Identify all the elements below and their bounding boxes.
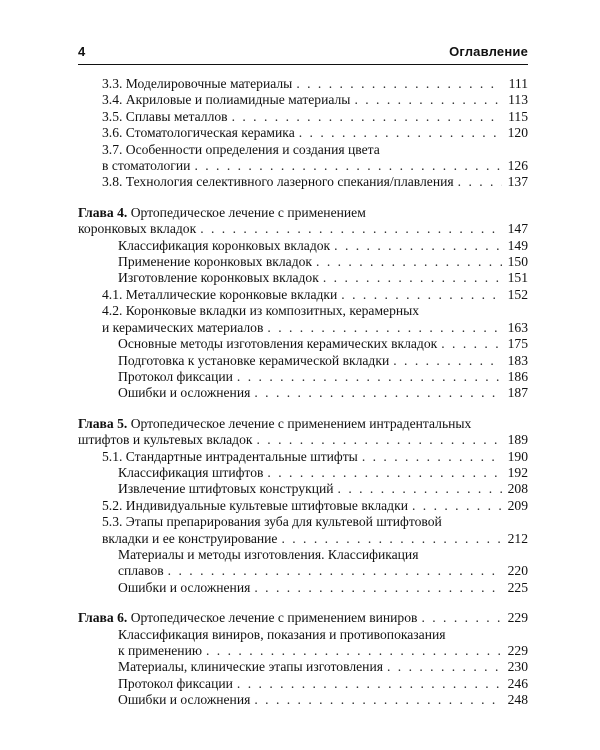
toc-entry[interactable]: Ошибки и осложнения . . . 225 (78, 580, 528, 596)
toc-entry[interactable]: 4.1. Металлические коронковые вкладки . . . 152 (78, 287, 528, 303)
toc-entry[interactable]: 5.3. Этапы препарирования зуба для культевой штифтовой вкладки и ее конструирование . . . 212 (78, 514, 528, 547)
toc-entry[interactable]: Применение коронковых вкладок . . . 150 (78, 254, 528, 270)
toc-page-ref: 147 (507, 221, 528, 237)
toc-entry[interactable]: 3.4. Акриловые и полиамидные материалы . . . 113 (78, 92, 528, 108)
toc-entry[interactable]: Изготовление коронковых вкладок . . . 151 (78, 270, 528, 286)
running-title: Оглавление (449, 44, 528, 59)
toc-entry[interactable]: 3.6. Стоматологическая керамика . . . 120 (78, 125, 528, 141)
toc-group-chapter-5 (78, 416, 528, 596)
toc-entry[interactable]: Подготовка к установке керамической вкладки . . . 183 (78, 353, 528, 369)
toc-entry[interactable]: Извлечение штифтовых конструкций . . . 208 (78, 481, 528, 497)
toc-page-ref: 149 (507, 237, 528, 253)
toc-page-ref: 150 (507, 254, 528, 270)
toc-page-ref: 208 (507, 481, 528, 497)
toc-page-ref: 126 (507, 158, 528, 174)
toc-entry[interactable]: 4.2. Коронковые вкладки из композитных, керамерных и керамических материалов . . . 163 (78, 303, 528, 336)
toc-group-chapter-4 (78, 205, 528, 402)
table-of-contents (78, 76, 528, 723)
toc-page-ref: 115 (508, 108, 528, 124)
toc-entry[interactable]: Ошибки и осложнения . . . 248 (78, 692, 528, 708)
toc-page-ref: 246 (507, 675, 528, 691)
toc-entry[interactable]: Основные методы изготовления керамических вкладок . . . 175 (78, 336, 528, 352)
header-rule (78, 64, 528, 65)
toc-page-ref: 111 (508, 76, 528, 91)
toc-entry[interactable]: Протокол фиксации . . . 186 (78, 369, 528, 385)
page-number: 4 (78, 44, 86, 59)
toc-page-ref: 183 (507, 352, 528, 368)
toc-entry[interactable]: Ошибки и осложнения . . . 187 (78, 385, 528, 401)
toc-page-ref: 220 (507, 563, 528, 579)
toc-entry[interactable]: Классификация виниров, показания и противопоказания к применению . . . 229 (78, 627, 528, 660)
toc-entry[interactable]: Протокол фиксации . . . 246 (78, 676, 528, 692)
toc-entry[interactable]: Материалы, клинические этапы изготовления . . . 230 (78, 659, 528, 675)
toc-page-ref: 113 (508, 92, 528, 108)
toc-entry[interactable]: 3.3. Моделировочные материалы . . . 111 (78, 76, 528, 92)
toc-page-ref: 229 (507, 643, 528, 658)
toc-page-ref: 163 (507, 319, 528, 335)
toc-page-ref: 120 (507, 125, 528, 141)
toc-page-ref: 186 (507, 368, 528, 384)
toc-group-chapter-6 (78, 610, 528, 708)
toc-entry[interactable]: 3.5. Сплавы металлов . . . 115 (78, 109, 528, 125)
toc-page-ref: 209 (507, 497, 528, 513)
toc-entry[interactable]: 5.1. Стандартные интрадентальные штифты . . . 190 (78, 449, 528, 465)
toc-entry[interactable]: Классификация коронковых вкладок . . . 149 (78, 238, 528, 254)
toc-page-ref: 152 (507, 286, 528, 302)
toc-page-ref: 137 (507, 174, 528, 190)
toc-page-ref: 187 (507, 385, 528, 401)
toc-chapter-heading[interactable]: Глава 6. Ортопедическое лечение с применением виниров . . . 229 (78, 610, 528, 626)
toc-page-ref: 189 (507, 432, 528, 448)
toc-page-ref: 192 (507, 464, 528, 480)
toc-page-ref: 212 (507, 530, 528, 546)
toc-entry[interactable]: Материалы и методы изготовления. Классификация сплавов . . . 220 (78, 547, 528, 580)
toc-entry[interactable]: Классификация штифтов . . . 192 (78, 465, 528, 481)
toc-chapter-heading[interactable]: Глава 4. Ортопедическое лечение с применением коронковых вкладок . . . 147 (78, 205, 528, 238)
toc-entry[interactable]: 5.2. Индивидуальные культевые штифтовые вкладки . . . 209 (78, 498, 528, 514)
toc-page-ref: 190 (507, 448, 528, 464)
toc-entry[interactable]: 3.7. Особенности определения и создания цвета в стоматологии . . . 126 (78, 142, 528, 175)
toc-page-ref: 151 (507, 270, 528, 286)
toc-entry[interactable]: 3.8. Технология селективного лазерного спекания/плавления . . . 137 (78, 174, 528, 190)
toc-chapter-heading[interactable]: Глава 5. Ортопедическое лечение с применением интрадентальных штифтов и культевых вкладок . . . 189 (78, 416, 528, 449)
toc-page-ref: 229 (507, 610, 528, 626)
toc-page-ref: 175 (507, 336, 528, 352)
toc-page-ref: 225 (507, 579, 528, 595)
toc-page-ref: 230 (507, 659, 528, 675)
toc-page-ref: 248 (507, 692, 528, 708)
toc-group-chapter-3 (78, 76, 528, 191)
page-header (78, 44, 528, 59)
